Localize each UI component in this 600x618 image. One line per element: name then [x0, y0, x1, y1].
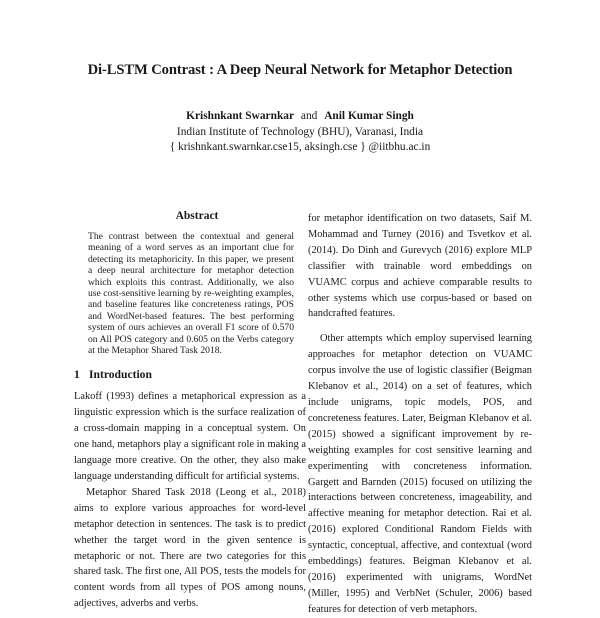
right-column [308, 211, 532, 618]
author-block [0, 109, 600, 156]
introduction-body [74, 389, 306, 612]
abstract-heading: Abstract [175, 210, 219, 222]
intro-paragraph-2: Metaphor Shared Task 2018 (Leong et al., 2018) aims to explore various approaches for word-level metaphor detection in sentences. The task is to predict whether the target word in the given sentence is metaphoric or not. There are two categories for this shared task. The first one, All POS, tests the models for content words from all types of POS among nouns, adjectives, adverbs and verbs. [74, 486, 306, 610]
section-number: 1 [74, 368, 80, 382]
section-heading-introduction [74, 368, 306, 381]
right-paragraph-2: Other attempts which employ supervised learning approaches for metaphor detection on VUAMC corpus involve the use of logistic classifier (Beigman Klebanov et al., 2014) on a set of features, which include unigrams, topic models, POS, and concreteness features. Later, Beigman Klebanov et al. (2015) showed a significant improvement by re-weighting examples for cost sensitive learning and experimenting with concreteness information. Gargett and Barnden (2015) focused on utilizing the interactions between concreteness, imageability, and affective meaning for metaphor detection. Rai et al. (2016) explored Conditional Random Fields with syntactic, conceptual, affective, and contextual (word embeddings) features. Beigman Klebanov et al. (2016) experimented with unigrams, WordNet (Miller, 1995) and VerbNet (Schuler, 2006) based features for detection of verb metaphors. [308, 333, 532, 615]
left-column [74, 210, 306, 612]
author-separator: and [300, 110, 318, 122]
affiliation: Indian Institute of Technology (BHU), Varanasi, India [176, 125, 424, 138]
author-1: Krishnkant Swarnkar [186, 110, 295, 122]
paper-title: Di-LSTM Contrast : A Deep Neural Network for Metaphor Detection [87, 62, 513, 78]
right-column-body [308, 211, 532, 618]
abstract-text: The contrast between the contextual and general meaning of a word serves as an important clue for detecting its metaphoricity. In this paper, we present a deep neural architecture for metaphor detection which exploits this contrast. Additionally, we also use cost-sensitive learning by re-weighting examples, and baseline features like concreteness ratings, POS and WordNet-based features. The best performing system of ours achieves an overall F1 score of 0.570 on All POS category and 0.605 on the Verbs category at the Metaphor Shared Task 2018. [88, 231, 294, 357]
author-emails: { krishnkant.swarnkar.cse15, aksingh.cse } @iitbhu.ac.in [169, 141, 431, 153]
intro-paragraph-1: Lakoff (1993) defines a metaphorical expression as a linguistic expression which is the surface realization of a cross-domain mapping in a conceptual system. On one hand, metaphors play a significant role in making a language more creative. On the other, they also make language understanding difficult for artificial systems. [74, 391, 306, 482]
right-paragraph-1: for metaphor identification on two datasets, Saif M. Mohammad and Turney (2016) and Tsvetkov et al. (2014). Do Dinh and Gurevych (2016) explore MLP classifier with trainable word embeddings on VUAMC corpus and achieve comparable results to other systems which use corpus-based or based on handcrafted features. [308, 213, 532, 320]
section-title: Introduction [89, 368, 152, 382]
author-names [0, 109, 600, 125]
author-2: Anil Kumar Singh [324, 110, 414, 122]
